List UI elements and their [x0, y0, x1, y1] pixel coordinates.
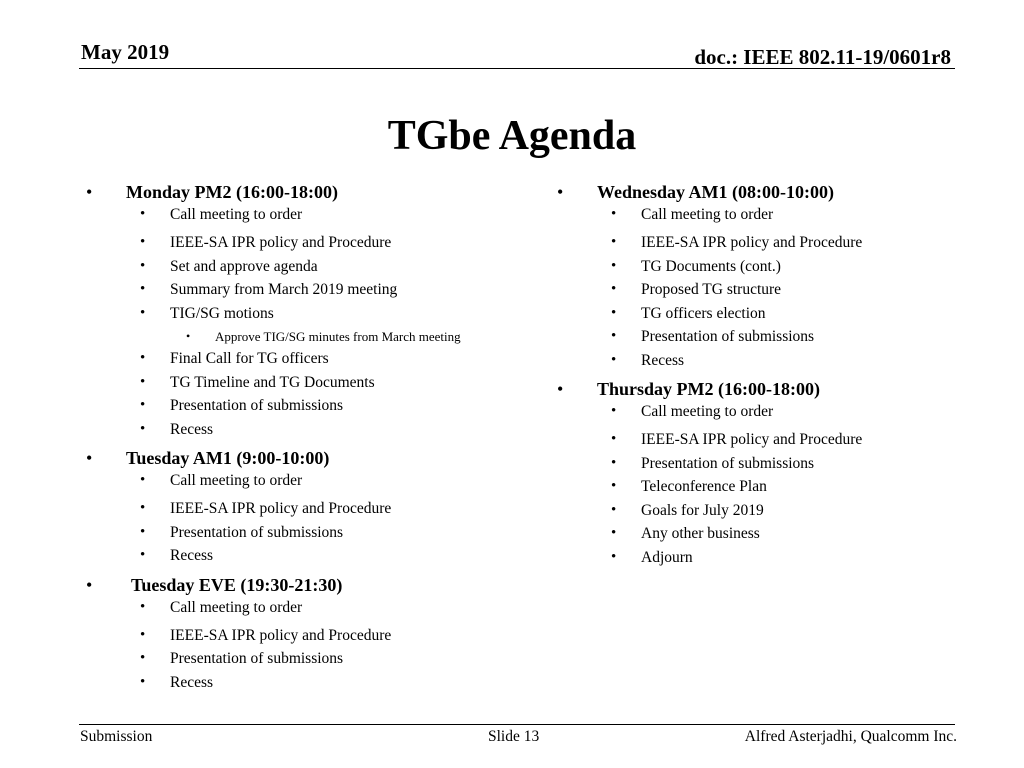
agenda-item	[86, 650, 526, 674]
session-title: Thursday PM2 (16:00-18:00)	[597, 379, 820, 399]
bullet-marker: •	[140, 673, 146, 690]
agenda-item	[557, 525, 997, 549]
agenda-session	[86, 178, 526, 444]
bullet-marker: •	[557, 182, 564, 202]
bullet-marker: •	[140, 281, 146, 297]
bullet-marker: •	[186, 329, 191, 343]
agenda-item	[557, 431, 997, 455]
footer-rule	[79, 724, 955, 725]
agenda-item-label: Recess	[170, 547, 214, 564]
bullet-marker: •	[611, 206, 617, 222]
session-items	[557, 403, 997, 572]
agenda-item-label: Recess	[170, 673, 214, 691]
bullet-marker: •	[611, 431, 617, 447]
agenda-item	[86, 472, 526, 500]
agenda-item-label: IEEE-SA IPR policy and Procedure	[641, 431, 863, 448]
agenda-item-label: IEEE-SA IPR policy and Procedure	[170, 234, 392, 251]
bullet-marker: •	[86, 182, 93, 202]
bullet-marker: •	[140, 397, 146, 413]
bullet-marker: •	[611, 257, 617, 274]
agenda-item-label: TG officers election	[641, 304, 766, 322]
agenda-session	[86, 571, 526, 698]
bullet-marker: •	[140, 547, 146, 563]
agenda-item	[86, 524, 526, 548]
agenda-item-label: IEEE-SA IPR policy and Procedure	[170, 500, 392, 517]
agenda-item-label: Teleconference Plan	[641, 478, 767, 495]
bullet-marker: •	[140, 420, 146, 437]
bullet-marker: •	[611, 548, 617, 565]
agenda-item	[557, 328, 997, 352]
bullet-marker: •	[611, 234, 617, 250]
left-session-list	[86, 178, 526, 697]
agenda-item-label: Recess	[170, 420, 214, 438]
agenda-item	[557, 352, 997, 376]
agenda-item-label: Call meeting to order	[170, 598, 303, 616]
session-heading	[557, 375, 997, 403]
agenda-item-label: Summary from March 2019 meeting	[170, 281, 398, 298]
agenda-item	[557, 549, 997, 573]
agenda-item-label: IEEE-SA IPR policy and Procedure	[641, 234, 863, 251]
agenda-item-label: Set and approve agenda	[170, 257, 318, 275]
session-items	[86, 599, 526, 698]
agenda-item-label: Call meeting to order	[170, 206, 303, 223]
header-doc-number: doc.: IEEE 802.11-19/0601r8	[694, 45, 951, 69]
right-session-list	[557, 178, 997, 572]
bullet-marker: •	[140, 500, 146, 516]
agenda-item	[557, 258, 997, 282]
bullet-marker: •	[611, 304, 617, 321]
agenda-item-label: Presentation of submissions	[170, 650, 344, 667]
agenda-item-label: Goals for July 2019	[641, 501, 764, 519]
agenda-left-column	[86, 178, 526, 697]
bullet-marker: •	[140, 472, 146, 488]
bullet-marker: •	[140, 523, 146, 540]
agenda-item-label: Call meeting to order	[641, 206, 774, 223]
footer-slide-number: Slide 13	[488, 728, 540, 745]
agenda-item	[86, 547, 526, 571]
session-title: Tuesday AM1 (9:00-10:00)	[126, 448, 330, 468]
bullet-marker: •	[86, 574, 93, 595]
footer-author: Alfred Asterjadhi, Qualcomm Inc.	[744, 728, 957, 745]
session-heading	[86, 178, 526, 206]
agenda-session	[86, 444, 526, 571]
session-heading	[86, 444, 526, 472]
agenda-item-label: Presentation of submissions	[641, 454, 815, 472]
agenda-session	[557, 375, 997, 572]
bullet-marker: •	[140, 206, 146, 222]
agenda-item-label: Presentation of submissions	[170, 397, 344, 414]
bullet-marker: •	[86, 448, 93, 468]
session-title: Wednesday AM1 (08:00-10:00)	[597, 182, 834, 202]
agenda-item-label: Recess	[641, 351, 685, 369]
agenda-item-label: TG Timeline and TG Documents	[170, 373, 375, 391]
bullet-marker: •	[611, 403, 617, 419]
bullet-marker: •	[140, 598, 146, 615]
agenda-item	[557, 502, 997, 526]
bullet-marker: •	[611, 328, 617, 344]
agenda-item	[86, 500, 526, 524]
bullet-marker: •	[611, 281, 617, 297]
agenda-item-label: TG Documents (cont.)	[641, 257, 781, 275]
bullet-marker: •	[611, 501, 617, 518]
agenda-item	[86, 281, 526, 305]
agenda-item-label: Proposed TG structure	[641, 281, 782, 298]
agenda-item	[557, 234, 997, 258]
agenda-item-label: Call meeting to order	[170, 472, 303, 489]
bullet-marker: •	[611, 478, 617, 494]
agenda-item	[86, 397, 526, 421]
bullet-marker: •	[140, 650, 146, 666]
agenda-item	[86, 234, 526, 258]
agenda-item	[557, 455, 997, 479]
agenda-item	[557, 305, 997, 329]
agenda-right-column	[557, 178, 997, 572]
agenda-item	[86, 350, 526, 374]
agenda-item	[86, 421, 526, 445]
agenda-session	[557, 178, 997, 375]
agenda-item	[86, 305, 526, 329]
agenda-item-label: Any other business	[641, 525, 760, 542]
bullet-marker: •	[557, 379, 564, 399]
agenda-item-label: Presentation of submissions	[170, 523, 344, 541]
session-heading	[86, 571, 526, 599]
agenda-item	[86, 627, 526, 651]
bullet-marker: •	[611, 525, 617, 541]
agenda-item	[557, 478, 997, 502]
agenda-item-label: TIG/SG motions	[170, 304, 274, 322]
header-rule	[79, 68, 955, 69]
bullet-marker: •	[611, 351, 617, 368]
session-items	[86, 472, 526, 571]
agenda-item	[557, 281, 997, 305]
bullet-marker: •	[140, 304, 146, 321]
agenda-sub-item-label: Approve TIG/SG minutes from March meeting	[215, 329, 461, 344]
bullet-marker: •	[140, 373, 146, 390]
slide-title: TGbe Agenda	[387, 113, 637, 159]
header-date: May 2019	[81, 40, 170, 64]
session-items	[86, 206, 526, 444]
agenda-item	[86, 599, 526, 627]
session-title: Tuesday EVE (19:30-21:30)	[131, 574, 343, 595]
bullet-marker: •	[140, 350, 146, 366]
agenda-item-label: IEEE-SA IPR policy and Procedure	[170, 626, 392, 644]
session-heading	[557, 178, 997, 206]
agenda-item	[557, 206, 997, 234]
bullet-marker: •	[140, 234, 146, 250]
agenda-item	[86, 206, 526, 234]
agenda-item	[86, 374, 526, 398]
agenda-sub-item	[86, 328, 526, 350]
agenda-item	[86, 258, 526, 282]
session-title: Monday PM2 (16:00-18:00)	[126, 182, 338, 202]
agenda-item	[86, 674, 526, 698]
bullet-marker: •	[611, 454, 617, 471]
agenda-item-label: Final Call for TG officers	[170, 350, 329, 367]
agenda-item-label: Call meeting to order	[641, 403, 774, 420]
agenda-item-label: Adjourn	[641, 548, 693, 566]
bullet-marker: •	[140, 626, 146, 643]
footer-submission: Submission	[80, 728, 153, 745]
agenda-item	[557, 403, 997, 431]
bullet-marker: •	[140, 257, 146, 274]
session-items	[557, 206, 997, 375]
agenda-item-label: Presentation of submissions	[641, 328, 815, 345]
